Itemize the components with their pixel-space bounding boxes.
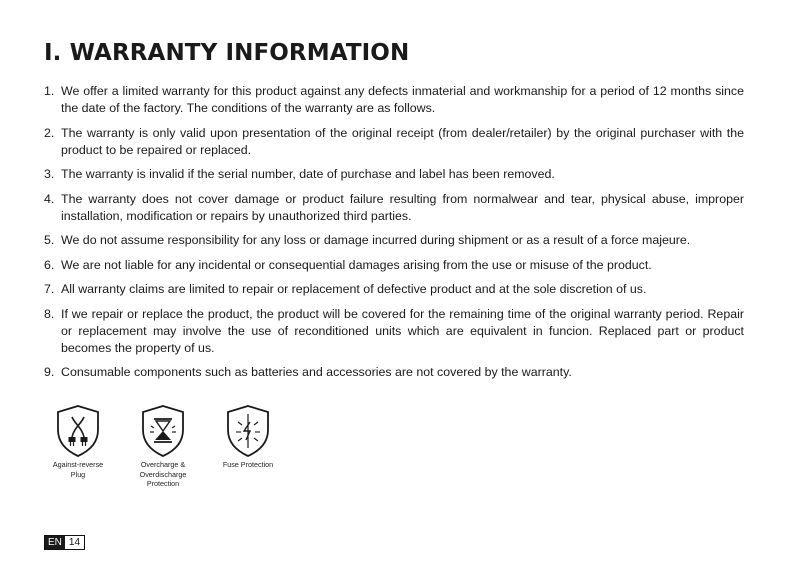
item-text: If we repair or replace the product, the product will be covered for the remaining time of the original warranty period. Repair or replacement may involve the use of reconditioned units which are equivalent in funcion. Replaced part or product becomes the property of us. (61, 306, 744, 355)
item-number: 5. (44, 233, 55, 247)
item-number: 6. (44, 257, 55, 272)
list-item (44, 191, 744, 225)
protection-fuse (205, 404, 291, 470)
item-number: 9. (44, 365, 55, 379)
item-number: 4. (44, 191, 55, 206)
list-item (44, 281, 744, 298)
warranty-list (44, 83, 744, 389)
list-item (44, 364, 744, 381)
list-item (44, 125, 744, 159)
item-text: The warranty does not cover damage or product failure resulting from normalwear and tear, physical abuse, improper installation, modification or repairs by unauthorized third parties. (61, 191, 744, 223)
item-text: Consumable components such as batteries and accessories are not covered by the warranty. (61, 365, 572, 379)
fuse-shield-icon (225, 404, 271, 458)
list-item (44, 83, 744, 117)
page-number-badge (44, 535, 85, 550)
item-text: All warranty claims are limited to repair or replacement of defective product and at the sole discretion of us. (61, 282, 647, 296)
item-number: 2. (44, 125, 55, 140)
item-text: We do not assume responsibility for any loss or damage incurred during shipment or as a result of a force majeure. (61, 233, 691, 247)
protection-overcharge (120, 404, 206, 489)
page-number: 14 (65, 536, 84, 549)
list-item (44, 166, 744, 183)
item-number: 1. (44, 84, 55, 98)
list-item (44, 257, 744, 274)
page-title: I. WARRANTY INFORMATION (44, 40, 410, 66)
item-text: The warranty is invalid if the serial number, date of purchase and label has been removed. (61, 167, 555, 181)
reverse-plug-shield-icon (55, 404, 101, 458)
item-number: 8. (44, 306, 55, 321)
item-text: The warranty is only valid upon presentation of the original receipt (from dealer/retailer) by the original purchaser with the product to be repaired or replaced. (61, 125, 744, 157)
item-text: We are not liable for any incidental or consequential damages arising from the use or misuse of the product. (61, 257, 652, 272)
language-code: EN (45, 536, 65, 549)
protection-label: Fuse Protection (222, 460, 274, 469)
list-item (44, 306, 744, 357)
item-number: 3. (44, 167, 55, 181)
protection-reverse-plug (35, 404, 121, 479)
protection-label: Overcharge & Overdischarge Protection (139, 460, 187, 488)
protection-label: Against-reverse Plug (52, 460, 104, 479)
hourglass-shield-icon (140, 404, 186, 458)
item-number: 7. (44, 282, 55, 296)
list-item (44, 232, 744, 249)
item-text: We offer a limited warranty for this product against any defects inmaterial and workmanship for a period of 12 months since the date of the factory. The conditions of the warranty are as follows. (61, 84, 744, 115)
